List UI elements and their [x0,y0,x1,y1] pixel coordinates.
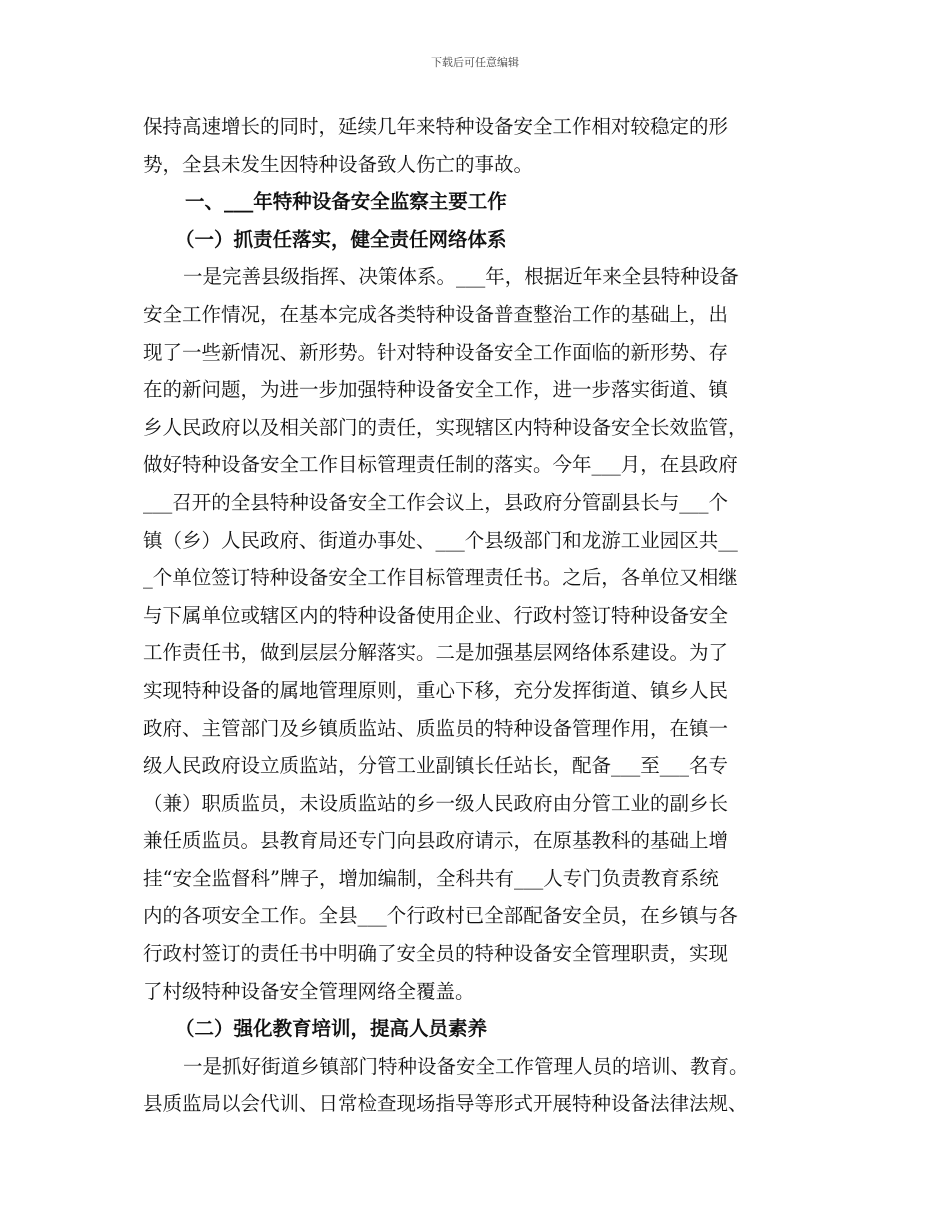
subsection-heading: （二）强化教育培训，提高人员素养 [175,1017,488,1041]
section-heading: 一、___年特种设备安全监察主要工作 [185,190,507,214]
paragraph-line: 与下属单位或辖区内的特种设备使用企业、行政村签订特种设备安全 [143,603,729,627]
page-header: 下载后可任意编辑 [431,56,519,69]
paragraph-line: 政府、主管部门及乡镇质监站、质监员的特种设备管理作用，在镇一 [143,716,729,740]
document-body [143,108,825,1123]
paragraph-line: 乡人民政府以及相关部门的责任，实现辖区内特种设备安全长效监管， [143,415,748,439]
paragraph-line: 在的新问题，为进一步加强特种设备安全工作，进一步落实街道、镇 [143,378,729,402]
paragraph-line: 一是完善县级指挥、决策体系。___年，根据近年来全县特种设备 [183,265,739,289]
paragraph-line: 保持高速增长的同时，延续几年来特种设备安全工作相对较稳定的形 [143,115,729,138]
paragraph-line: 级人民政府设立质监站，分管工业副镇长任站长，配备___至___名专 [143,754,729,778]
paragraph-line: _个单位签订特种设备安全工作目标管理责任书。之后，各单位又相继 [143,566,738,590]
paragraph-line: 一是抓好街道乡镇部门特种设备安全工作管理人员的培训、教育。 [183,1054,749,1078]
paragraph-line: 挂“安全监督科”牌子，增加编制，全科共有___人专门负责教育系统 [143,866,719,890]
paragraph-line: 工作责任书，做到层层分解落实。二是加强基层网络体系建设。为了 [143,641,729,665]
paragraph-line: 了村级特种设备安全管理网络全覆盖。 [143,979,475,1003]
paragraph-line: 镇（乡）人民政府、街道办事处、___个县级部门和龙游工业园区共__ [143,528,738,552]
paragraph-line: （兼）职质监员，未设质监站的乡一级人民政府由分管工业的副乡长 [143,791,729,815]
paragraph-line: 县质监局以会代训、日常检查现场指导等形式开展特种设备法律法规、 [143,1092,748,1116]
subsection-heading: （一）抓责任落实，健全责任网络体系 [175,227,507,251]
paragraph-line: ___召开的全县特种设备安全工作会议上，县政府分管副县长与___个 [143,490,729,514]
paragraph-line: 势，全县未发生因特种设备致人伤亡的事故。 [143,152,534,176]
paragraph-line: 实现特种设备的属地管理原则，重心下移，充分发挥街道、镇乡人民 [143,678,729,702]
paragraph-line: 安全工作情况，在基本完成各类特种设备普查整治工作的基础上，出 [143,302,729,326]
paragraph-line: 现了一些新情况、新形势。针对特种设备安全工作面临的新形势、存 [143,340,729,364]
paragraph-line: 行政村签订的责任书中明确了安全员的特种设备安全管理职责，实现 [143,942,729,966]
paragraph-line: 兼任质监员。县教育局还专门向县政府请示，在原基教科的基础上增 [143,829,729,853]
paragraph-line: 内的各项安全工作。全县___个行政村已全部配备安全员，在乡镇与各 [143,904,738,928]
paragraph-line: 做好特种设备安全工作目标管理责任制的落实。今年___月，在县政府 [143,453,738,477]
